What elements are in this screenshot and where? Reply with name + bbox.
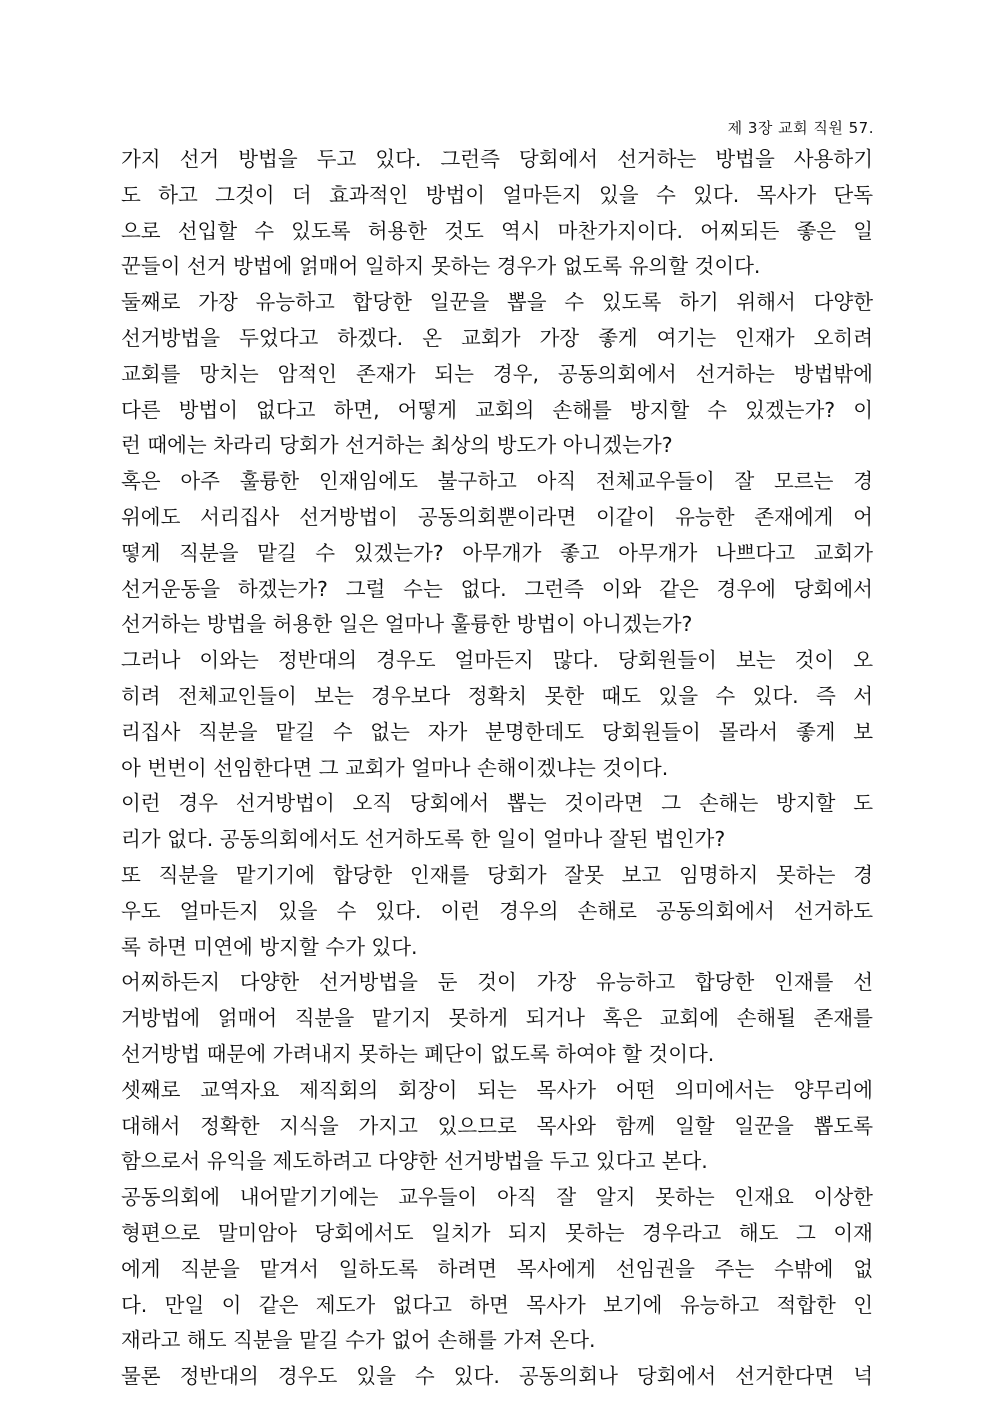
running-header: 제 3장 교회 직원 57. xyxy=(727,119,874,137)
text-line: 대해서 정확한 지식을 가지고 있으므로 목사와 함께 일할 일꾼을 뽑도록 xyxy=(121,1113,873,1138)
paragraph xyxy=(121,643,873,786)
text-line: 선거운동을 하겠는가? 그럴 수는 없다. 그런즉 이와 같은 경우에 당회에서 xyxy=(121,576,873,601)
text-line: 혹은 아주 훌륭한 인재임에도 불구하고 아직 전체교우들이 잘 모르는 경 xyxy=(121,469,873,494)
text-line: 도 하고 그것이 더 효과적인 방법이 얼마든지 있을 수 있다. 목사가 단독 xyxy=(121,182,873,207)
text-line: 형편으로 말미암아 당회에서도 일치가 되지 못하는 경우라고 해도 그 이재 xyxy=(121,1220,873,1245)
paragraph xyxy=(121,1359,873,1395)
text-line: 아 번번이 선임한다면 그 교회가 얼마나 손해이겠냐는 것이다. xyxy=(121,755,669,780)
text-line: 떻게 직분을 맡길 수 있겠는가? 아무개가 좋고 아무개가 나쁘다고 교회가 xyxy=(121,540,873,565)
text-line: 또 직분을 맡기기에 합당한 인재를 당회가 잘못 보고 임명하지 못하는 경 xyxy=(121,862,873,887)
body-text xyxy=(121,142,873,1395)
text-line: 둘째로 가장 유능하고 합당한 일꾼을 뽑을 수 있도록 하기 위해서 다양한 xyxy=(121,290,873,315)
text-line: 리집사 직분을 맡길 수 없는 자가 분명한데도 당회원들이 몰라서 좋게 보 xyxy=(121,719,873,744)
text-line: 교회를 망치는 암적인 존재가 되는 경우, 공동의회에서 선거하는 방법밖에 xyxy=(121,361,873,386)
text-line: 공동의회에 내어맡기기에는 교우들이 아직 잘 알지 못하는 인재요 이상한 xyxy=(121,1185,873,1210)
paragraph xyxy=(121,464,873,643)
text-line: 물론 정반대의 경우도 있을 수 있다. 공동의회나 당회에서 선거한다면 넉 xyxy=(121,1364,873,1389)
text-line: 가지 선거 방법을 두고 있다. 그런즉 당회에서 선거하는 방법을 사용하기 xyxy=(121,147,873,171)
text-line: 으로 선입할 수 있도록 허용한 것도 역시 마찬가지이다. 어찌되든 좋은 일 xyxy=(121,218,873,243)
text-line: 록 하면 미연에 방지할 수가 있다. xyxy=(121,934,418,959)
text-line: 리가 없다. 공동의회에서도 선거하도록 한 일이 얼마나 잘된 법인가? xyxy=(121,827,726,852)
text-line: 어찌하든지 다양한 선거방법을 둔 것이 가장 유능하고 합당한 인재를 선 xyxy=(121,970,873,995)
text-line: 선거방법 때문에 가려내지 못하는 폐단이 없도록 하여야 할 것이다. xyxy=(121,1041,715,1066)
text-line: 셋째로 교역자요 제직회의 회장이 되는 목사가 어떤 의미에서는 양무리에 xyxy=(121,1077,873,1102)
text-line: 위에도 서리집사 선거방법이 공동의회뿐이라면 이같이 유능한 존재에게 어 xyxy=(121,504,873,529)
text-line: 다. 만일 이 같은 제도가 없다고 하면 목사가 보기에 유능하고 적합한 인 xyxy=(121,1292,873,1317)
text-line: 재라고 해도 직분을 맡길 수가 없어 손해를 가져 온다. xyxy=(121,1328,596,1353)
text-line: 다른 방법이 없다고 하면, 어떻게 교회의 손해를 방지할 수 있겠는가? 이 xyxy=(121,397,873,422)
paragraph xyxy=(121,786,873,858)
text-line: 꾼들이 선거 방법에 얽매어 일하지 못하는 경우가 없도록 유의할 것이다. xyxy=(121,254,761,279)
paragraph xyxy=(121,285,873,464)
paragraph xyxy=(121,965,873,1072)
text-line: 우도 얼마든지 있을 수 있다. 이런 경우의 손해로 공동의회에서 선거하도 xyxy=(121,898,873,923)
paragraph xyxy=(121,1180,873,1359)
text-line: 런 때에는 차라리 당회가 선거하는 최상의 방도가 아니겠는가? xyxy=(121,433,673,458)
paragraph xyxy=(121,858,873,965)
text-line: 거방법에 얽매어 직분을 맡기지 못하게 되거나 혹은 교회에 손해될 존재를 xyxy=(121,1006,873,1031)
text-line: 함으로서 유익을 제도하려고 다양한 선거방법을 두고 있다고 본다. xyxy=(121,1149,708,1174)
paragraph xyxy=(121,142,873,285)
text-line: 히려 전체교인들이 보는 경우보다 정확치 못한 때도 있을 수 있다. 즉 서 xyxy=(121,683,873,708)
text-line: 선거방법을 두었다고 하겠다. 온 교회가 가장 좋게 여기는 인재가 오히려 xyxy=(121,325,873,350)
text-line: 이런 경우 선거방법이 오직 당회에서 뽑는 것이라면 그 손해는 방지할 도 xyxy=(121,791,873,816)
text-line: 선거하는 방법을 허용한 일은 얼마나 훌륭한 방법이 아니겠는가? xyxy=(121,612,693,637)
paragraph xyxy=(121,1073,873,1180)
text-line: 에게 직분을 맡겨서 일하도록 하려면 목사에게 선임권을 주는 수밖에 없 xyxy=(121,1256,873,1281)
text-line: 그러나 이와는 정반대의 경우도 얼마든지 많다. 당회원들이 보는 것이 오 xyxy=(121,648,873,673)
